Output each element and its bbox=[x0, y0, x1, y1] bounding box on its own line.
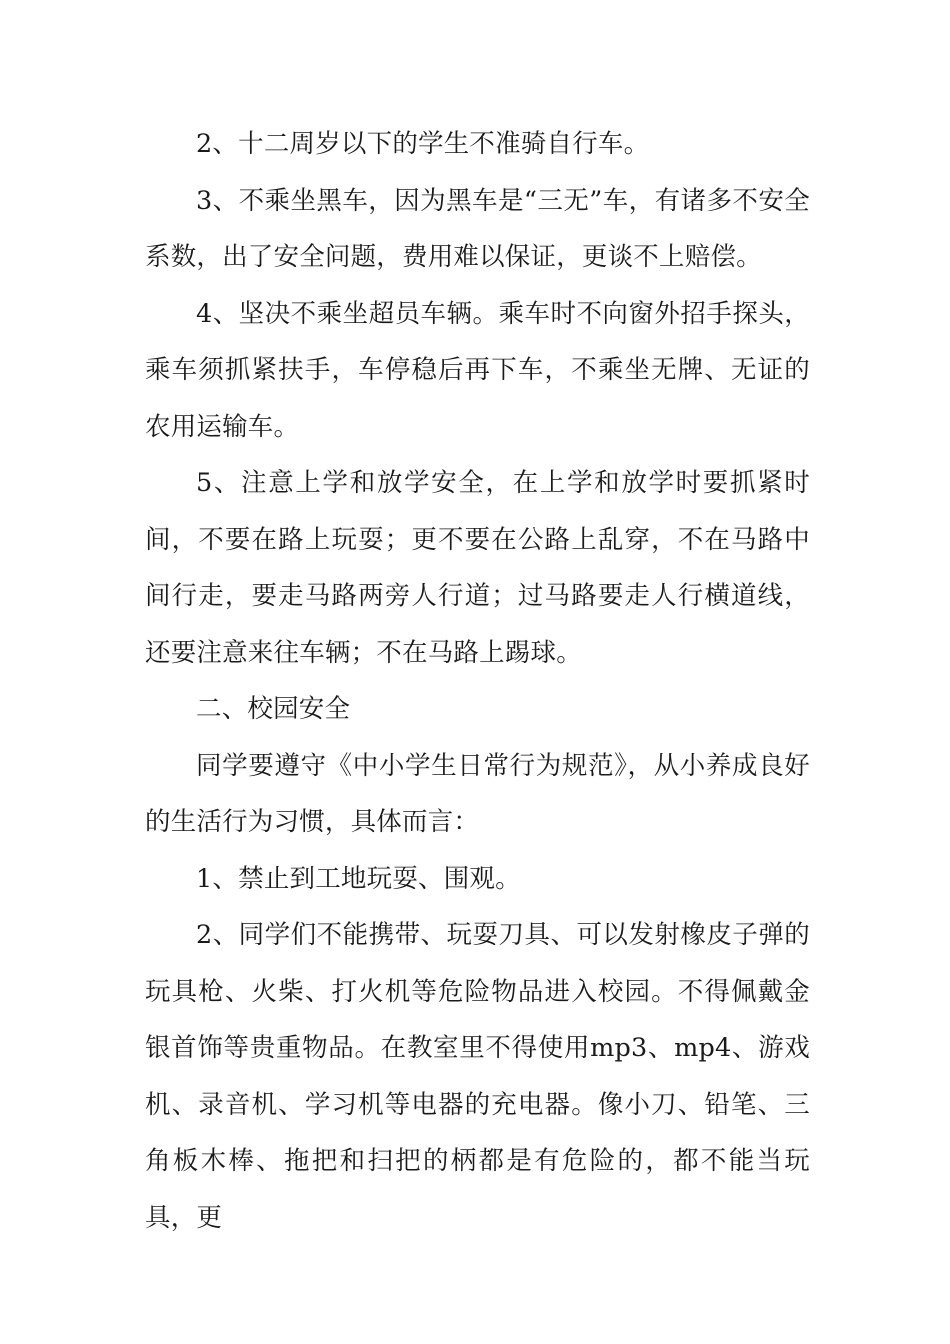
document-body bbox=[145, 116, 810, 1246]
paragraph-commute-safety-rule: 5、注意上学和放学安全，在上学和放学时要抓紧时间，不要在路上玩耍；更不要在公路上乱穿，不在马路中间行走，要走马路两旁人行道；过马路要走人行横道线，还要注意来往车辆；不在马路上踢球。 bbox=[145, 468, 810, 668]
paragraph-overloaded-vehicle-rule: 4、坚决不乘坐超员车辆。乘车时不向窗外招手探头，乘车须抓紧扶手，车停稳后再下车，不乘坐无牌、无证的农用运输车。 bbox=[145, 298, 810, 442]
section-heading-campus-safety: 二、校园安全 bbox=[196, 694, 351, 724]
paragraph-dangerous-items-rule: 2、同学们不能携带、玩耍刀具、可以发射橡皮子弹的玩具枪、火柴、打火机等危险物品进入校园。不得佩戴金银首饰等贵重物品。在教室里不得使用mp3、mp4、游戏机、录音机、学习机等电器的充电器。像小刀、铅笔、三角板木棒、拖把和扫把的柄都是有危险的，都不能当玩具，更 bbox=[145, 920, 810, 1233]
paragraph-bicycle-age-rule: 2、十二周岁以下的学生不准骑自行车。 bbox=[196, 129, 650, 159]
paragraph-illegal-taxi-rule: 3、不乘坐黑车，因为黑车是“三无”车，有诸多不安全系数，出了安全问题，费用难以保证，更谈不上赔偿。 bbox=[145, 185, 810, 272]
paragraph-construction-site-rule: 1、禁止到工地玩耍、围观。 bbox=[196, 863, 521, 894]
paragraph-code-of-conduct: 同学要遵守《中小学生日常行为规范》，从小养成良好的生活行为习惯，具体而言： bbox=[145, 750, 810, 837]
